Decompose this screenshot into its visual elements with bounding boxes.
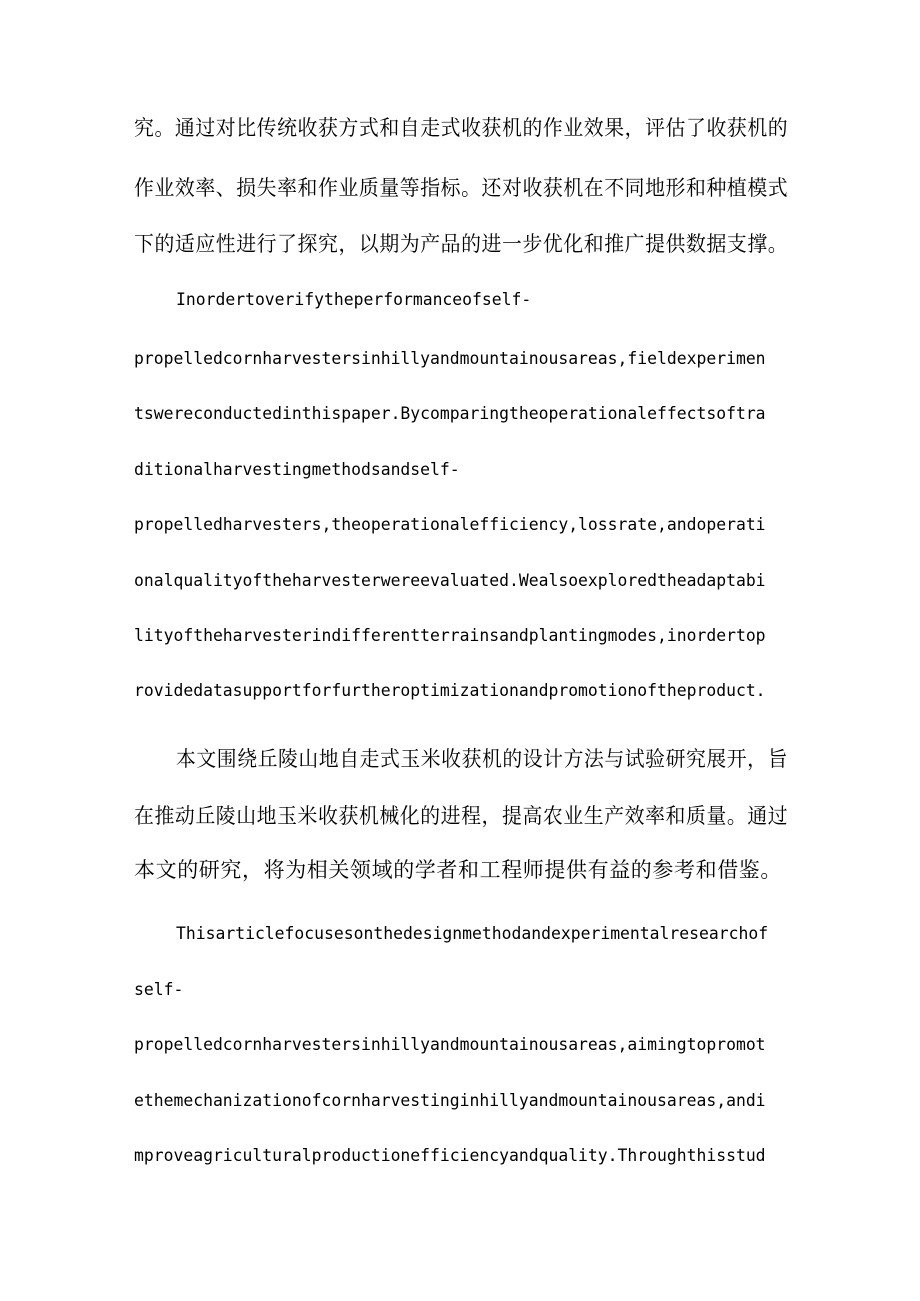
paragraph-2-line-4: ditionalharvestingmethodsandself- bbox=[134, 460, 460, 479]
paragraph-3-line-1: 本文围绕丘陵山地自走式玉米收获机的设计方法与试验研究展开，旨 bbox=[176, 747, 788, 771]
paragraph-4-line-1: Thisarticlefocusesonthedesignmethodandexperimentalresearchof bbox=[176, 924, 769, 943]
paragraph-3-line-2: 在推动丘陵山地玉米收获机械化的进程，提高农业生产效率和质量。通过 bbox=[134, 804, 789, 828]
paragraph-2-line-5: propelledharvesters,theoperationalefficiency,lossrate,andoperati bbox=[134, 515, 766, 534]
paragraph-4-line-2: self- bbox=[134, 980, 184, 999]
paragraph-3-line-3: 本文的研究，将为相关领域的学者和工程师提供有益的参考和借鉴。 bbox=[134, 858, 782, 882]
paragraph-2-line-2: propelledcornharvestersinhillyandmountainousareas,fieldexperimen bbox=[134, 349, 766, 368]
paragraph-4-line-3: propelledcornharvestersinhillyandmountainousareas,aimingtopromot bbox=[134, 1035, 766, 1054]
paragraph-2-line-7: lityoftheharvesterindifferentterrainsandplantingmodes,inordertop bbox=[134, 626, 766, 645]
paragraph-1-line-1: 究。通过对比传统收获方式和自走式收获机的作业效果，评估了收获机的 bbox=[134, 116, 789, 140]
paragraph-1-line-2: 作业效率、损失率和作业质量等指标。还对收获机在不同地形和种植模式 bbox=[134, 176, 789, 200]
paragraph-2-line-6: onalqualityoftheharvesterwereevaluated.Wealsoexploredtheadaptabi bbox=[134, 571, 766, 590]
paragraph-1-line-3: 下的适应性进行了探究，以期为产品的进一步优化和推广提供数据支撑。 bbox=[134, 232, 789, 256]
paragraph-2-line-3: tswereconductedinthispaper.Bycomparingtheoperationaleffectsoftra bbox=[134, 404, 766, 423]
paragraph-2-line-8: rovidedatasupportforfurtheroptimizationandpromotionoftheproduct. bbox=[134, 681, 766, 700]
paragraph-2-line-1: Inordertoverifytheperformanceofself- bbox=[176, 290, 532, 309]
paragraph-4-line-4: ethemechanizationofcornharvestinginhillyandmountainousareas,andi bbox=[134, 1091, 766, 1110]
paragraph-4-line-5: mproveagriculturalproductionefficiencyandquality.Throughthisstud bbox=[134, 1146, 766, 1165]
